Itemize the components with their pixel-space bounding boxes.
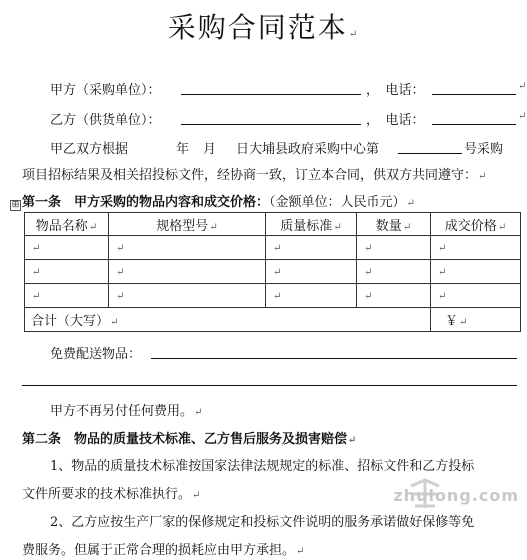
table-cell[interactable]: ↵ (431, 236, 521, 260)
basis-line2-text: 项目招标结果及相关招投标文件，经协商一致，订立本合同，供双方共同遵守： (22, 168, 478, 183)
article1-heading-text: 第一条 甲方采购的物品内容和成交价格： (22, 195, 270, 210)
paragraph-mark: ↵ (406, 198, 415, 209)
free-delivery-blank-line2[interactable] (22, 385, 517, 386)
clause1-line2-text: 文件所要求的技术标准执行。 (22, 487, 192, 502)
basis-text-2: 日大埔县政府采购中心第 (236, 142, 380, 157)
items-table (24, 212, 521, 332)
free-delivery-blank[interactable] (151, 358, 517, 359)
table-cell[interactable]: ↵ (266, 284, 357, 308)
party-a-phone-label: ， 电话： (366, 83, 425, 98)
party-a-blank[interactable] (181, 94, 361, 95)
free-delivery-label: 免费配送物品： (50, 347, 142, 362)
no-extra-fee-text: 甲方不再另付任何费用。 (50, 404, 194, 419)
paragraph-mark: ↵ (348, 29, 360, 40)
basis-text-3: 号采购 (464, 142, 504, 157)
party-b-phone-label: ， 电话： (366, 113, 425, 128)
article2-heading (22, 428, 356, 447)
table-cell[interactable]: ↵ (25, 260, 109, 284)
paragraph-mark: ↵ (194, 407, 203, 418)
total-label-cell: 合计（大写）↵ (25, 308, 431, 332)
title-text: 采购合同范本 (167, 11, 348, 44)
clause1-line1: 1、物品的质量技术标准按国家法律法规规定的标准、招标文件和乙方投标 (50, 459, 475, 474)
header-cell: 成交价格↵ (431, 213, 521, 236)
total-value-cell[interactable]: ￥↵ (431, 308, 521, 332)
table-cell[interactable]: ↵ (109, 260, 266, 284)
party-b-blank[interactable] (181, 124, 361, 125)
clause2-line2-text: 费服务。但属于正常合理的损耗应由甲方承担。 (22, 543, 296, 558)
header-cell: 数量↵ (357, 213, 431, 236)
table-cell[interactable]: ↵ (357, 260, 431, 284)
basis-text-1: 甲乙双方根据 (50, 142, 129, 157)
table-cell[interactable]: ↵ (266, 260, 357, 284)
party-b-phone-blank[interactable] (432, 124, 516, 125)
table-cell[interactable]: ↵ (266, 236, 357, 260)
header-cell: 规格型号↵ (109, 213, 266, 236)
clause1-line2 (22, 483, 200, 502)
table-cell[interactable]: ↵ (357, 284, 431, 308)
table-header-row (25, 213, 521, 236)
paragraph-mark: ↵ (518, 81, 527, 92)
watermark: zhulong.com (393, 486, 519, 505)
basis-year: 年 (176, 142, 190, 157)
table-cell[interactable]: ↵ (109, 284, 266, 308)
basis-text-line2 (22, 164, 486, 183)
party-b-label: 乙方（供货单位）： (50, 113, 161, 128)
table-cell[interactable]: ↵ (25, 284, 109, 308)
header-cell: 物品名称↵ (25, 213, 109, 236)
paragraph-mark: ↵ (192, 490, 201, 501)
table-cell[interactable]: ↵ (431, 284, 521, 308)
table-cell[interactable]: ↵ (109, 236, 266, 260)
party-a-phone-blank[interactable] (432, 94, 516, 95)
header-cell: 质量标准↵ (266, 213, 357, 236)
article1-heading (22, 191, 415, 210)
article2-heading-text: 第二条 物品的质量技术标准、乙方售后服务及损害赔偿 (22, 432, 348, 447)
table-cell[interactable]: ↵ (357, 236, 431, 260)
party-a-label: 甲方（采购单位）： (50, 83, 161, 98)
procurement-number-blank[interactable] (398, 153, 462, 154)
table-move-handle-icon[interactable]: ⊞ (11, 200, 20, 210)
clause2-line1: 2、乙方应按生产厂家的保修规定和投标文件说明的服务承诺做好保修等免 (50, 515, 475, 530)
table-row (25, 260, 521, 284)
paragraph-mark: ↵ (478, 171, 487, 182)
table-row (25, 236, 521, 260)
basis-month: 月 (203, 142, 217, 157)
contract-title (0, 6, 527, 46)
no-extra-fee (50, 400, 202, 419)
table-row (25, 284, 521, 308)
paragraph-mark: ↵ (296, 546, 305, 557)
paragraph-mark: ↵ (348, 435, 357, 446)
article1-unit: （金额单位：人民币元） (269, 195, 406, 210)
paragraph-mark: ↵ (518, 111, 527, 122)
table-cell[interactable]: ↵ (25, 236, 109, 260)
clause2-line2 (22, 539, 304, 558)
table-cell[interactable]: ↵ (431, 260, 521, 284)
table-total-row (25, 308, 521, 332)
